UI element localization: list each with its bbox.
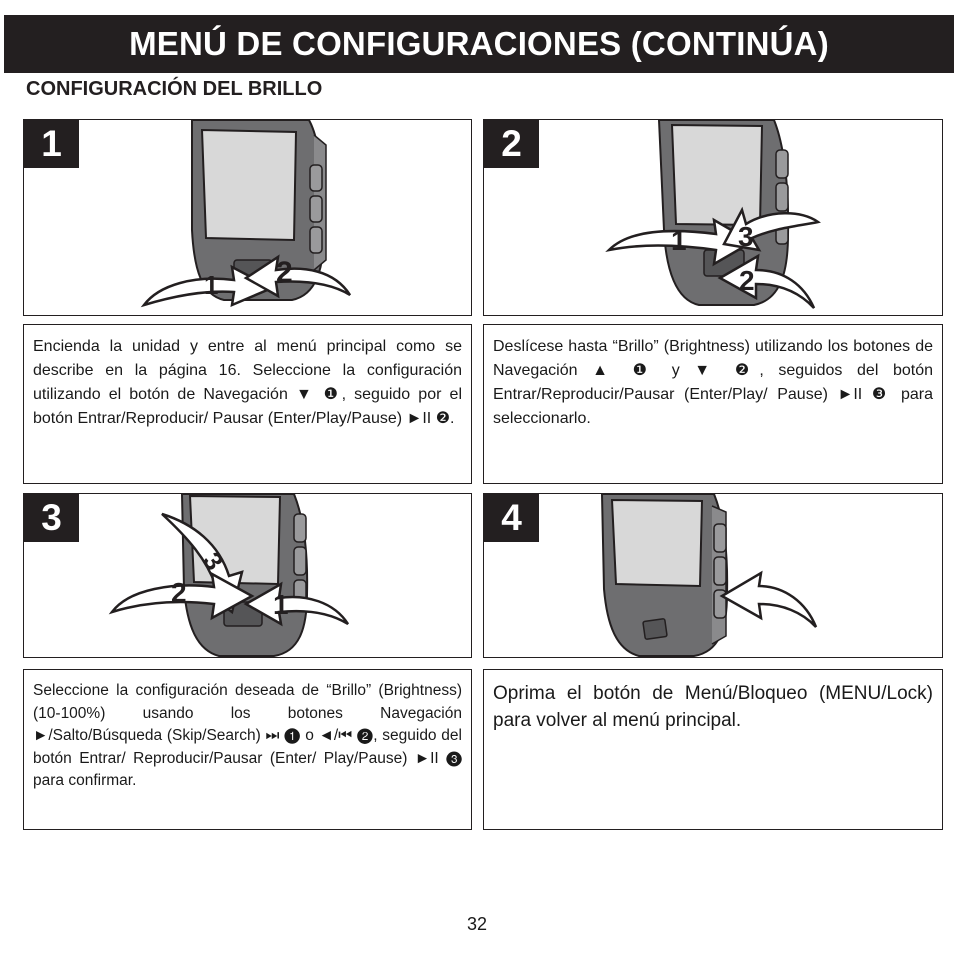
arrow-label: 1 <box>204 270 219 300</box>
arrow-label: 2 <box>276 256 293 289</box>
step-4-illustration-panel <box>483 493 943 658</box>
section-title: CONFIGURACIÓN DEL BRILLO <box>26 78 323 100</box>
arrow-labels-3 <box>24 494 471 657</box>
step-2-illustration-panel <box>483 119 943 316</box>
arrow-labels-1 <box>24 120 471 315</box>
arrow-label: 2 <box>171 577 187 608</box>
step-number-badge: 2 <box>484 120 539 168</box>
step-4-description-box <box>483 669 943 830</box>
arrow-label: 2 <box>739 265 755 296</box>
step-number-badge: 3 <box>24 494 79 542</box>
arrow-label: 3 <box>738 221 754 252</box>
step-4-description: Oprima el botón de Menú/Bloqueo (MENU/Lock) para volver al menú principal. <box>493 683 933 731</box>
step-3-illustration-panel <box>23 493 472 658</box>
step-1-description: Encienda la unidad y entre al menú principal como se describe en la página 16. Seleccione la configuración utilizando el botón de Navegación ▼ ❶, seguido por el botón Entrar/Reproducir/ Pausar (Enter/Play/Pause) ►II ❷. <box>33 338 462 427</box>
step-2-description-box <box>483 324 943 484</box>
arrow-label: 3 <box>196 546 230 576</box>
page-title: MENÚ DE CONFIGURACIONES (CONTINÚA) <box>129 25 829 62</box>
step-1-illustration-panel <box>23 119 472 316</box>
page-number: 32 <box>466 914 488 934</box>
step-1-description-box <box>23 324 472 484</box>
step-2-description: Deslícese hasta “Brillo” (Brightness) utilizando los botones de Navegación ▲ ❶ y ▼ ❷, seguidos del botón Entrar/Reproducir/Pausar (Enter/Play/ Pause) ►II ❸ para seleccionarlo. <box>493 338 933 427</box>
arrow-label: 1 <box>671 225 687 256</box>
step-number-badge: 1 <box>24 120 79 168</box>
arrow-labels-2 <box>484 120 942 315</box>
step-number-badge: 4 <box>484 494 539 542</box>
step-3-description: Seleccione la configuración deseada de “Brillo” (Brightness) (10-100%) usando los botones Navegación ►/Salto/Búsqueda (Skip/Search) ⏭ ❶ o ◄/⏮ ❷, seguido del botón Entrar/ Reproducir/Pausar (Enter/ Play/Pause) ►II ❸ para confirmar. <box>33 682 462 789</box>
step-3-description-box <box>23 669 472 830</box>
device-illustration-4 <box>484 494 942 657</box>
arrow-label: 1 <box>273 589 289 620</box>
title-banner <box>4 15 954 73</box>
